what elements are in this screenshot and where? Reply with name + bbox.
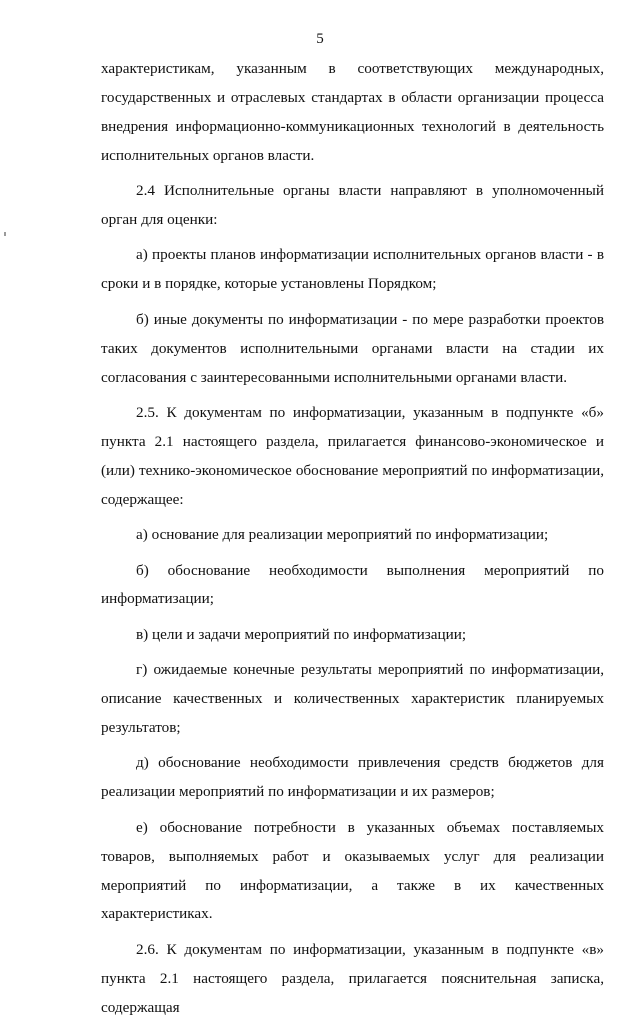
paragraph-2-4-b: б) иные документы по информатизации - по мере разработки проектов таких документов исполнительными органами власти на стадии их согласования с заинтересованными исполнительными органами власти. (101, 310, 604, 386)
paragraph-2-6: 2.6. К документам по информатизации, указанным в подпункте «в» пункта 2.1 настоящего раздела, прилагается пояснительная записка, содержащая (101, 940, 604, 1016)
paragraph-2-5-v: в) цели и задачи мероприятий по информатизации; (136, 625, 467, 643)
paragraph-2-5-g: г) ожидаемые конечные результаты мероприятий по информатизации, описание качественных и количественных характеристик планируемых результатов; (101, 661, 604, 737)
paragraph-characteristics-continuation: характеристикам, указанным в соответствующих международных, государственных и отраслевых стандартах в области организации процесса внедрения информационно-коммуникационных технологий в деятельность исполнительных органов власти. (101, 60, 604, 164)
paragraph-2-4-a: а) проекты планов информатизации исполнительных органов власти - в сроки и в порядке, которые установлены Порядком; (101, 246, 604, 293)
paragraph-2-5: 2.5. К документам по информатизации, указанным в подпункте «б» пункта 2.1 настоящего раздела, прилагается финансово-экономическое и (или) технико-экономическое обоснование мероприятий по информатизации, содержащее: (101, 403, 604, 508)
document-body (101, 55, 604, 1029)
paragraph-2-4: 2.4 Исполнительные органы власти направляют в уполномоченный орган для оценки: (101, 182, 604, 229)
paragraph-2-5-a: а) основание для реализации мероприятий по информатизации; (136, 526, 549, 544)
page-number: 5 (316, 31, 324, 47)
paragraph-2-5-e: е) обоснование потребности в указанных объемах поставляемых товаров, выполняемых работ и оказываемых услуг для реализации мероприятий по информатизации, а также в их качественных характеристиках. (101, 818, 604, 923)
margin-mark (4, 232, 6, 236)
paragraph-2-5-b: б) обоснование необходимости выполнения мероприятий по информатизации; (101, 561, 604, 608)
paragraph-2-5-d: д) обоснование необходимости привлечения средств бюджетов для реализации мероприятий по информатизации и их размеров; (101, 754, 604, 801)
